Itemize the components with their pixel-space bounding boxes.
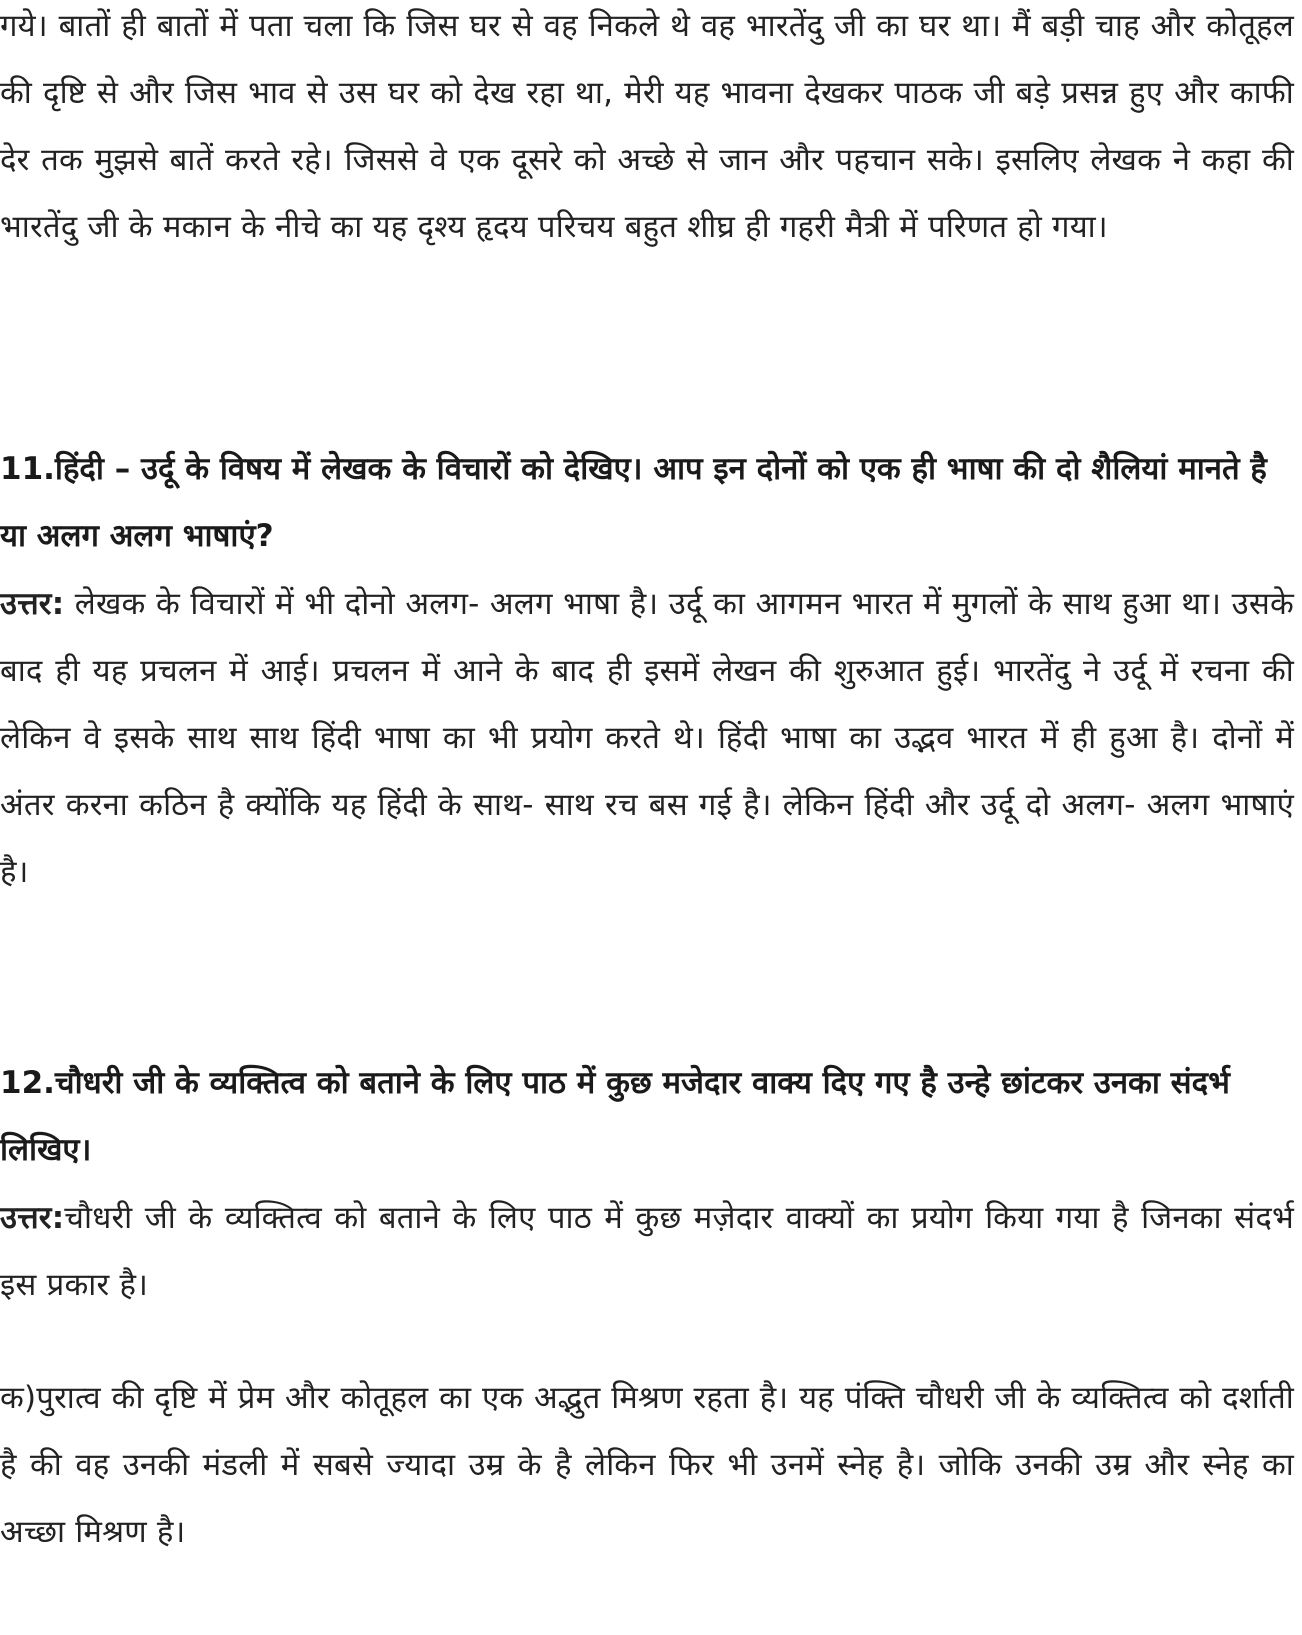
- question-11: 11.हिंदी – उर्दू के विषय में लेखक के विचारों को देखिए। आप इन दोनों को एक ही भाषा की दो शैलियां मानते है या अलग अलग भाषाएं?: [0, 451, 1267, 554]
- answer-11-label: उत्तर:: [0, 586, 65, 622]
- answer-12-label: उत्तर:: [0, 1200, 65, 1236]
- answer-11-text: लेखक के विचारों में भी दोनो अलग- अलग भाषा है। उर्दू का आगमन भारत में मुगलों के साथ हुआ था। उसके बाद ही यह प्रचलन में आई। प्रचलन में आने के बाद ही इसमें लेखन की शुरुआत हुई। भारतेंदु ने उर्दू में रचना की लेकिन वे इसके साथ साथ हिंदी भाषा का भी प्रयोग करते थे। हिंदी भाषा का उद्भव भारत में ही हुआ है। दोनों में अंतर करना कठिन है क्योंकि यह हिंदी के साथ- साथ रच बस गई है। लेकिन हिंदी और उर्दू दो अलग- अलग भाषाएं है।: [0, 586, 1294, 890]
- question-12: 12.चौधरी जी के व्यक्तित्व को बताने के लिए पाठ में कुछ मजेदार वाक्य दिए गए है उन्हे छांटकर उनका संदर्भ लिखिए।: [0, 1065, 1230, 1168]
- answer-12-text: चौधरी जी के व्यक्तित्व को बताने के लिए पाठ में कुछ मज़ेदार वाक्यों का प्रयोग किया गया है जिनका संदर्भ इस प्रकार है।: [0, 1200, 1294, 1303]
- answer-11: [0, 571, 1294, 906]
- intro-paragraph: गये। बातों ही बातों में पता चला कि जिस घर से वह निकले थे वह भारतेंदु जी का घर था। मैं बड़ी चाह और कोतूहल की दृष्टि से और जिस भाव से उस घर को देख रहा था, मेरी यह भावना देखकर पाठक जी बड़े प्रसन्न हुए और काफी देर तक मुझसे बातें करते रहे। जिससे वे एक दूसरे को अच्छे से जान और पहचान सके। इसलिए लेखक ने कहा की भारतेंदु जी के मकान के नीचे का यह दृश्य हृदय परिचय बहुत शीघ्र ही गहरी मैत्री में परिणत हो गया।: [0, 8, 1294, 245]
- answer-12-point-k: क)पुरात्व की दृष्टि में प्रेम और कोतूहल का एक अद्भुत मिश्रण रहता है। यह पंक्ति चौधरी जी के व्यक्तित्व को दर्शाती है की वह उनकी मंडली में सबसे ज्यादा उम्र के है लेकिन फिर भी उनमें स्नेह है। जोकि उनकी उम्र और स्नेह का अच्छा मिश्रण है।: [0, 1380, 1294, 1550]
- answer-12: [0, 1185, 1294, 1319]
